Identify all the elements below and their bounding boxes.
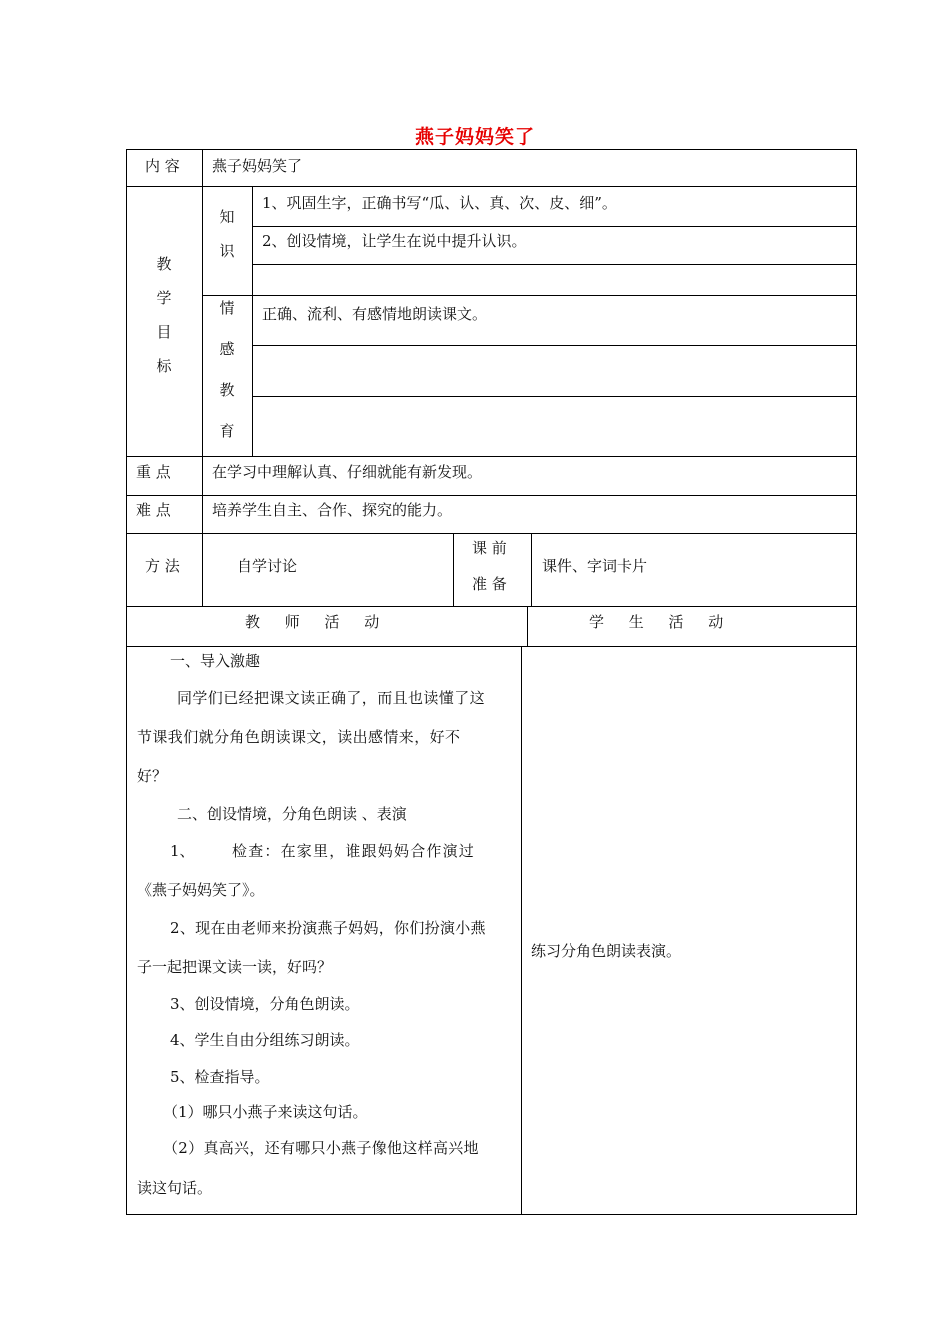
teacher-item-line: 检查：在家里，谁跟妈妈合作演过: [232, 842, 476, 860]
emotion-label: 情 感 教 育: [219, 299, 235, 440]
emotion-row-divider: [252, 345, 857, 346]
knowledge-row-divider: [252, 264, 857, 265]
teacher-item-line: 2、现在由老师来扮演燕子妈妈，你们扮演小燕: [170, 919, 486, 937]
teacher-item-line: 读这句话。: [137, 1179, 213, 1197]
method-label: 方 法: [145, 557, 180, 575]
method-value: 自学讨论: [237, 557, 298, 575]
content-label: 内 容: [145, 157, 180, 175]
prep-label: 准 备: [472, 575, 507, 593]
teacher-item-line: （2）真高兴，还有哪只小燕子像他这样高兴地: [163, 1139, 479, 1157]
goals-sublabel-divider: [252, 186, 253, 456]
student-activity-header: 学 生 活 动: [589, 613, 734, 631]
activity-border-left: [126, 646, 127, 1214]
activity-column-divider: [521, 646, 522, 1214]
knowledge-label: 知 识: [219, 208, 235, 260]
method-divider: [453, 533, 454, 606]
teacher-paragraph-line: 节课我们就分角色朗读课文，读出感情来，好不: [137, 728, 461, 746]
teacher-item-line: 子一起把课文读一读，好吗？: [137, 958, 333, 976]
teacher-activity-header: 教 师 活 动: [245, 613, 390, 631]
teacher-paragraph-line: 好？: [137, 767, 168, 785]
prep-divider: [531, 533, 532, 606]
document-title: 燕子妈妈笑了: [414, 126, 535, 148]
teacher-item-line: 5、检查指导。: [170, 1068, 270, 1086]
teacher-item-number: 1、: [170, 842, 195, 860]
teacher-item-line: 4、学生自由分组练习朗读。: [170, 1031, 360, 1049]
table-row-divider: [126, 186, 857, 187]
table-row-divider: [126, 646, 857, 647]
content-value: 燕子妈妈笑了: [212, 157, 303, 175]
focus-label: 重 点: [136, 463, 171, 481]
prep-label: 课 前: [472, 539, 507, 557]
knowledge-row-divider: [252, 226, 857, 227]
teacher-section-heading: 二、创设情境，分角色朗读 、表演: [177, 805, 407, 823]
teacher-item-line: 3、创设情境，分角色朗读。: [170, 995, 360, 1013]
teacher-item-line: （1）哪只小燕子来读这句话。: [163, 1103, 368, 1121]
table-row-divider: [126, 533, 857, 534]
difficulty-value: 培养学生自主、合作、探究的能力。: [212, 501, 453, 519]
focus-value: 在学习中理解认真、仔细就能有新发现。: [212, 463, 483, 481]
table-border-left: [126, 149, 127, 646]
emotion-row-divider: [252, 396, 857, 397]
prep-value: 课件、字词卡片: [542, 557, 648, 575]
teacher-item-line: 《燕子妈妈笑了》。: [137, 881, 265, 899]
table-row-divider: [126, 495, 857, 496]
goals-subsection-divider: [202, 295, 857, 296]
activity-border-right: [856, 646, 857, 1214]
teacher-paragraph-line: 同学们已经把课文读正确了，而且也读懂了这: [177, 689, 486, 707]
knowledge-item: 2、创设情境，让学生在说中提升认识。: [262, 232, 527, 250]
difficulty-label: 难 点: [136, 501, 171, 519]
activity-border-bottom: [126, 1214, 857, 1215]
teacher-section-heading: 一、导入激趣: [170, 652, 261, 670]
student-activity-text: 练习分角色朗读表演。: [531, 942, 682, 960]
goals-label: 教 学 目 标: [156, 255, 172, 375]
label-column-divider: [202, 149, 203, 606]
table-row-divider: [126, 606, 857, 607]
table-border-right: [856, 149, 857, 646]
emotion-item: 正确、流利、有感情地朗读课文。: [262, 305, 488, 323]
knowledge-item: 1、巩固生字，正确书写“瓜、认、真、次、皮、细”。: [262, 194, 617, 212]
activity-header-divider: [527, 606, 528, 646]
table-border-top: [126, 149, 857, 150]
